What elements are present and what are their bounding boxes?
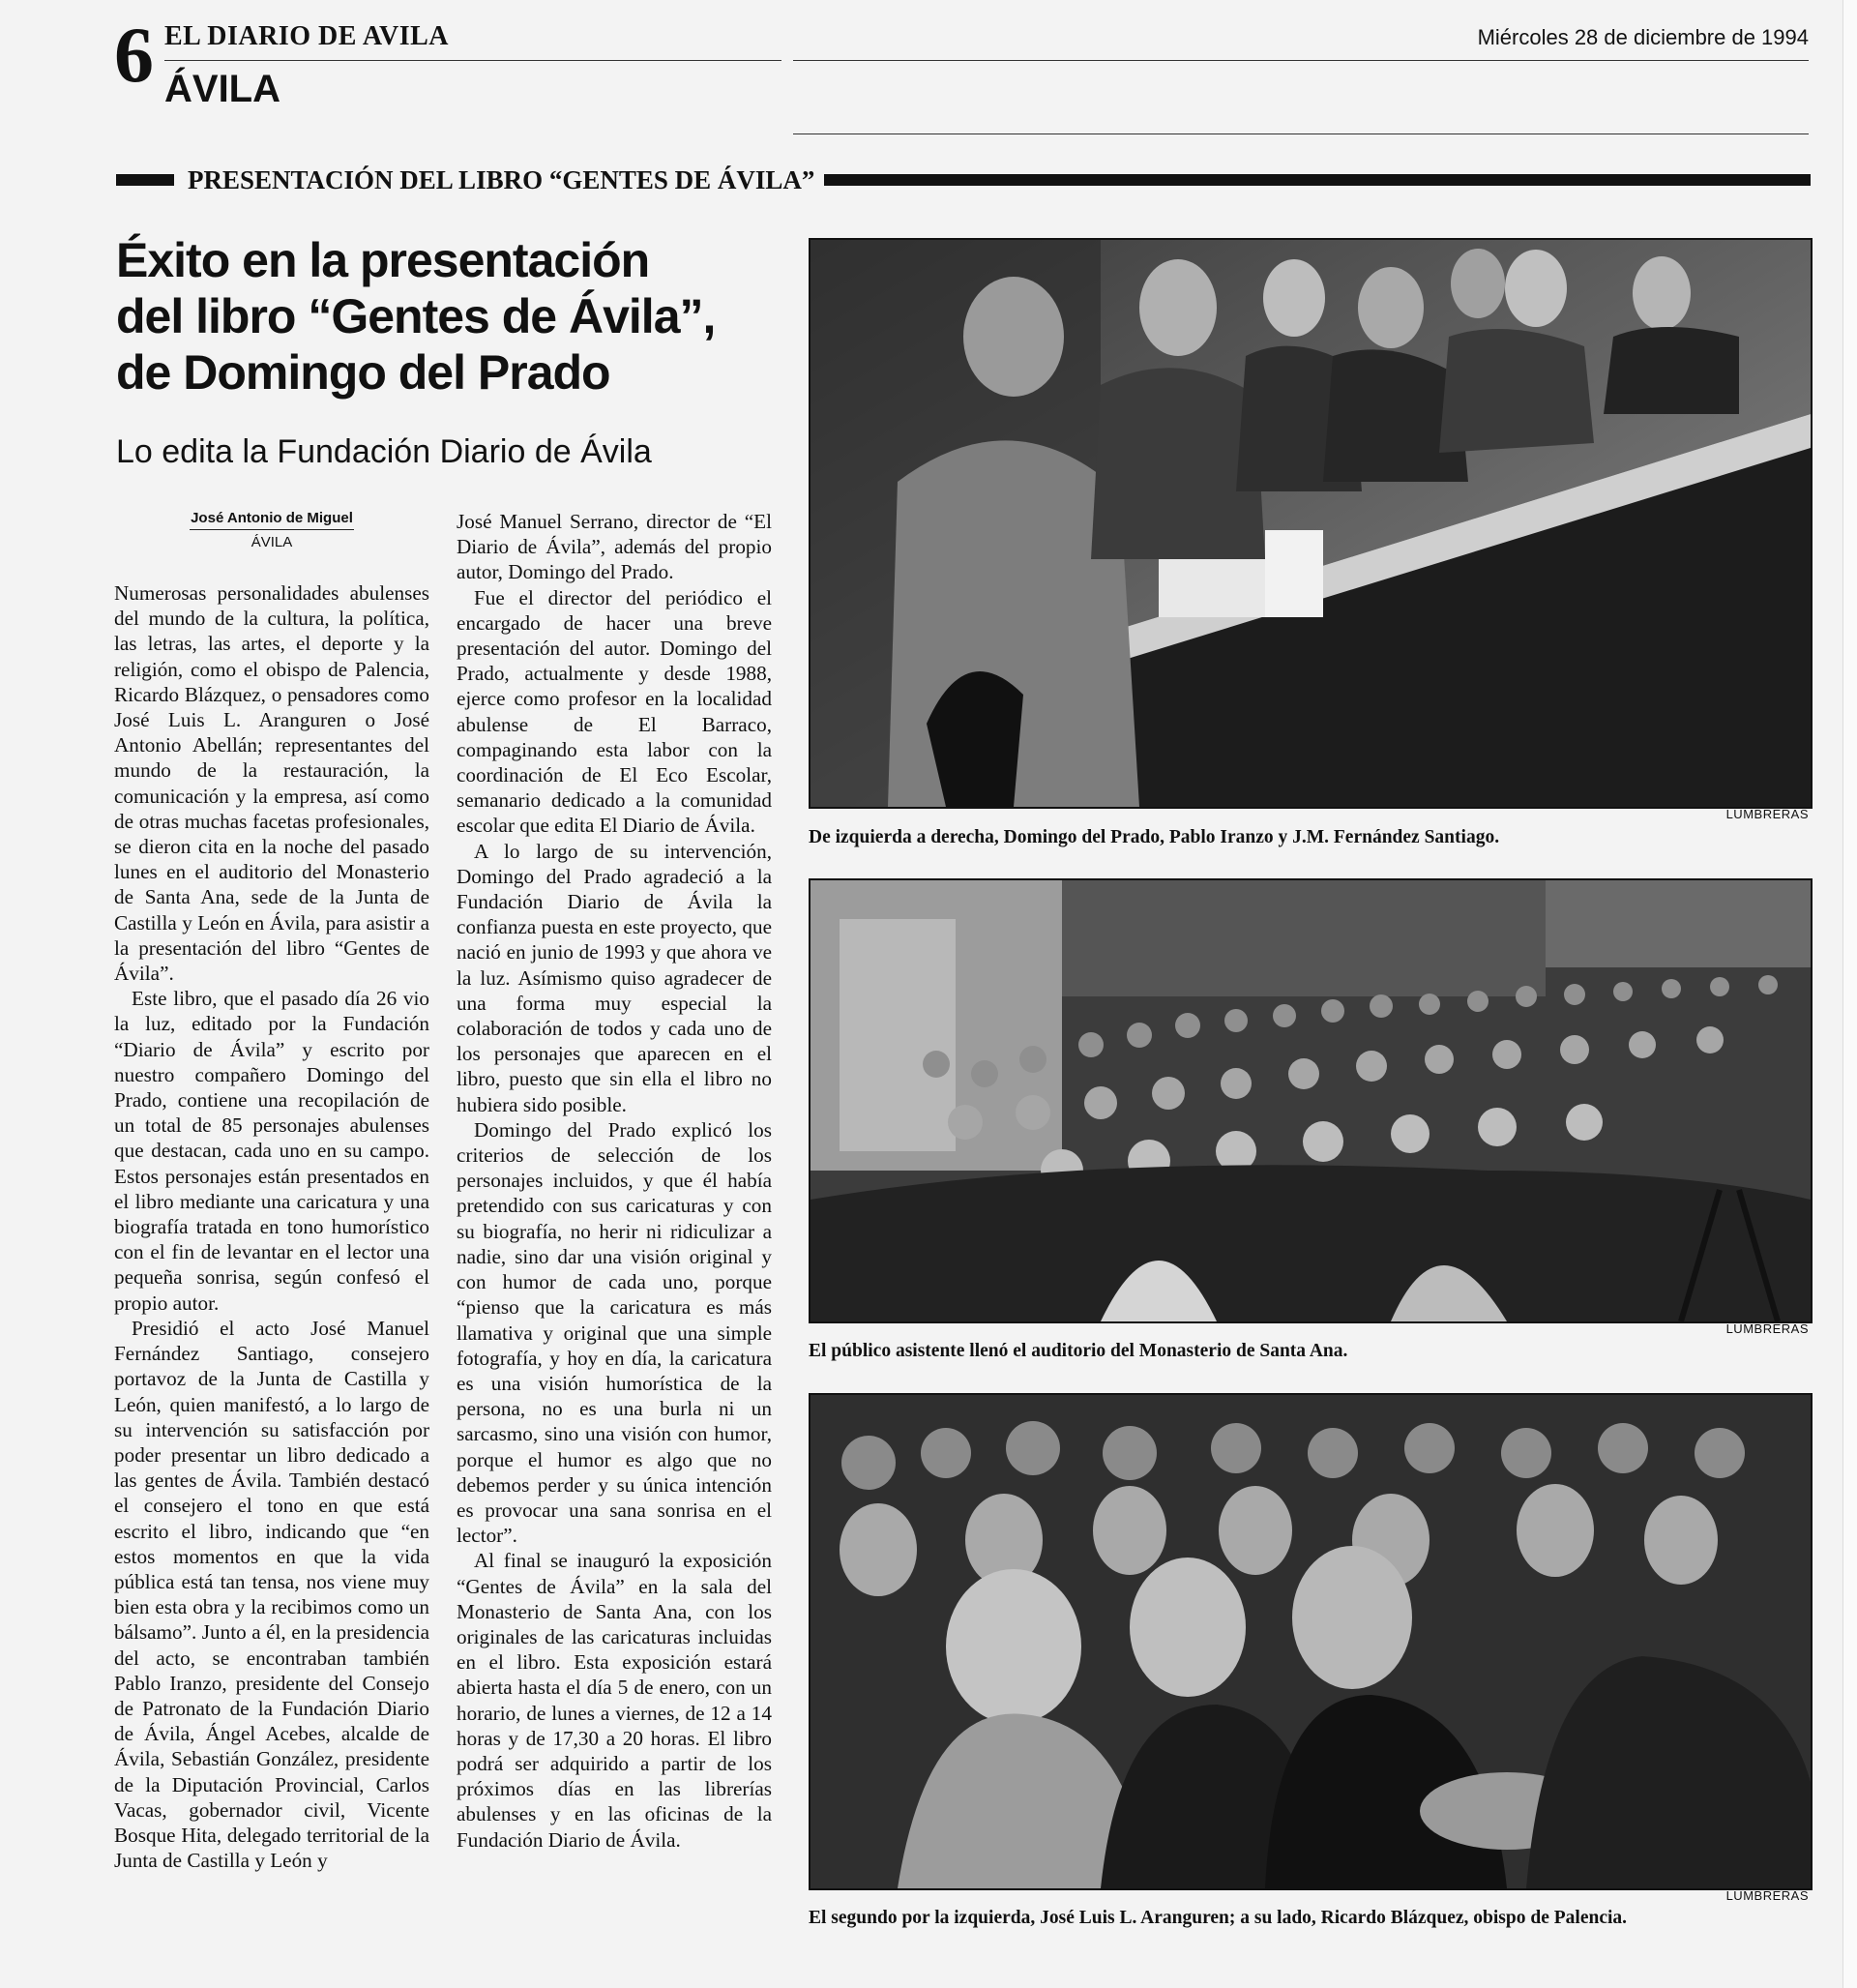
- paragraph: José Manuel Serrano, director de “El Diario de Ávila”, además del propio autor, Domingo del Prado.: [457, 510, 772, 584]
- article-column-2: [457, 509, 772, 1853]
- header-rule: [164, 60, 781, 61]
- header-rule: [793, 60, 1809, 61]
- banner-bar: [116, 174, 174, 186]
- photo-credit: LUMBRERAS: [1725, 1888, 1809, 1903]
- byline-author: José Antonio de Miguel: [191, 510, 353, 526]
- headline-line: del libro “Gentes de Ávila”,: [116, 289, 716, 343]
- paragraph: Domingo del Prado explicó los criterios de selección de los personajes incluidos, y que él había pretendido con sus caricaturas y con su biografía, no herir ni ridiculizar a nadie, sino dar una visión original y con humor de cada uno, porque “pienso que la caricatura es más llamativa y original que una simple fotografía, y hoy en día, la caricatura es una visión humorística de la persona, no es una burla ni un sarcasmo, sino una visión con humor, porque el humor es algo que no debemos perder y su única intención es provocar una sana sonrisa en el lector”.: [457, 1117, 772, 1548]
- byline-rule: [190, 529, 354, 530]
- article-headline: [116, 232, 793, 401]
- paragraph: Este libro, que el pasado día 26 vio la luz, editado por la Fundación “Diario de Ávila” y escrito por nuestro compañero Domingo del Prado, contiene una recopilación de un total de 85 personajes abulenses que destacan, cada uno en su campo. Estos personajes están presentados en el libro mediante una caricatura y una biografía tratada en tono humorístico con el fin de levantar en el lector una pequeña sonrisa, según confesó el propio autor.: [114, 987, 429, 1315]
- photo-front-row-audience: [809, 1393, 1813, 1890]
- paragraph: Al final se inauguró la exposición “Gentes de Ávila” en la sala del Monasterio de Santa Ana, con los originales de las caricaturas incluidas en el libro. Esta exposición estará abierta hasta el día 5 de enero, con un horario, de lunes a viernes, de 12 a 14 horas y de 17,30 a 20 horas. El libro podrá ser adquirido a partir de los próximos días en las librerías abulenses y en las oficinas de la Fundación Diario de Ávila.: [457, 1549, 772, 1852]
- banner-label: PRESENTACIÓN DEL LIBRO “GENTES DE ÁVILA”: [188, 164, 815, 194]
- topic-banner: [116, 164, 1811, 195]
- newspaper-name: EL DIARIO DE AVILA: [164, 21, 450, 51]
- byline-place: ÁVILA: [251, 534, 293, 550]
- photo-credit: LUMBRERAS: [1725, 1321, 1809, 1336]
- headline-line: de Domingo del Prado: [116, 345, 610, 400]
- article-column-1: [114, 580, 429, 1873]
- article-subhead: Lo edita la Fundación Diario de Ávila: [116, 433, 652, 470]
- page-number: 6: [114, 11, 154, 99]
- photo-credit: LUMBRERAS: [1725, 807, 1809, 821]
- photo-speakers-table: [809, 238, 1813, 809]
- section-title: ÁVILA: [164, 68, 280, 110]
- photo-caption: El público asistente llenó el auditorio del Monasterio de Santa Ana.: [809, 1341, 1348, 1361]
- paragraph: Fue el director del periódico el encargado de hacer una breve presentación del autor. Domingo del Prado, actualmente y desde 1988, ejerce como profesor en la localidad abulense de El Barraco, compaginando esta labor con la coordinación de El Eco Escolar, semanario dedicado a la comunidad escolar que edita El Diario de Ávila.: [457, 585, 772, 838]
- paragraph: Presidió el acto José Manuel Fernández Santiago, consejero portavoz de la Junta de Castilla y León, quien manifestó, a lo largo de su intervención su satisfacción por poder presentar un libro dedicado a las gentes de Ávila. También destacó el consejero el tono en que está escrito el libro, indicando que “en estos momentos en que la vida pública está tan tensa, nos viene muy bien esta obra y la recibimos como un bálsamo”. Junto a él, en la presidencia del acto, se encontraban también Pablo Iranzo, presidente del Consejo de Patronato de la Fundación Diario de Ávila, Ángel Acebes, alcalde de Ávila, Sebastián González, presidente de la Diputación Provincial, Carlos Vacas, gobernador civil, Vicente Bosque Hita, delegado territorial de la Junta de Castilla y León y: [114, 1316, 429, 1873]
- banner-bar: [824, 174, 1811, 186]
- photo-caption: De izquierda a derecha, Domingo del Prado, Pablo Iranzo y J.M. Fernández Santiago.: [809, 827, 1500, 847]
- issue-date: Miércoles 28 de diciembre de 1994: [1477, 25, 1809, 49]
- page-edge: [1842, 0, 1857, 1988]
- headline-line: Éxito en la presentación: [116, 233, 650, 287]
- photo-caption: El segundo por la izquierda, José Luis L. Aranguren; a su lado, Ricardo Blázquez, obispo de Palencia.: [809, 1908, 1628, 1928]
- paragraph: Numerosas personalidades abulenses del mundo de la cultura, la política, las letras, las artes, el deporte y la religión, como el obispo de Palencia, Ricardo Blázquez, o pensadores como José Luis L. Aranguren o José Antonio Abellán; representantes del mundo de la restauración, la comunicación y la empresa, así como de otras muchas facetas profesionales, se dieron cita en la noche del pasado lunes en el auditorio del Monasterio de Santa Ana, sede de la Junta de Castilla y León en Ávila, para asistir a la presentación del libro “Gentes de Ávila”.: [114, 581, 429, 986]
- photo-audience-auditorium: [809, 878, 1813, 1323]
- byline: [114, 510, 429, 550]
- paragraph: A lo largo de su intervención, Domingo del Prado agradeció a la Fundación Diario de Ávila la confianza puesta en este proyecto, que nació en junio de 1993 y que ahora ve la luz. Asímismo quiso agradecer de una forma muy especial la colaboración de todos y cada uno de los personajes que aparecen en el libro, puesto que sin ella el libro no hubiera sido posible.: [457, 839, 772, 1116]
